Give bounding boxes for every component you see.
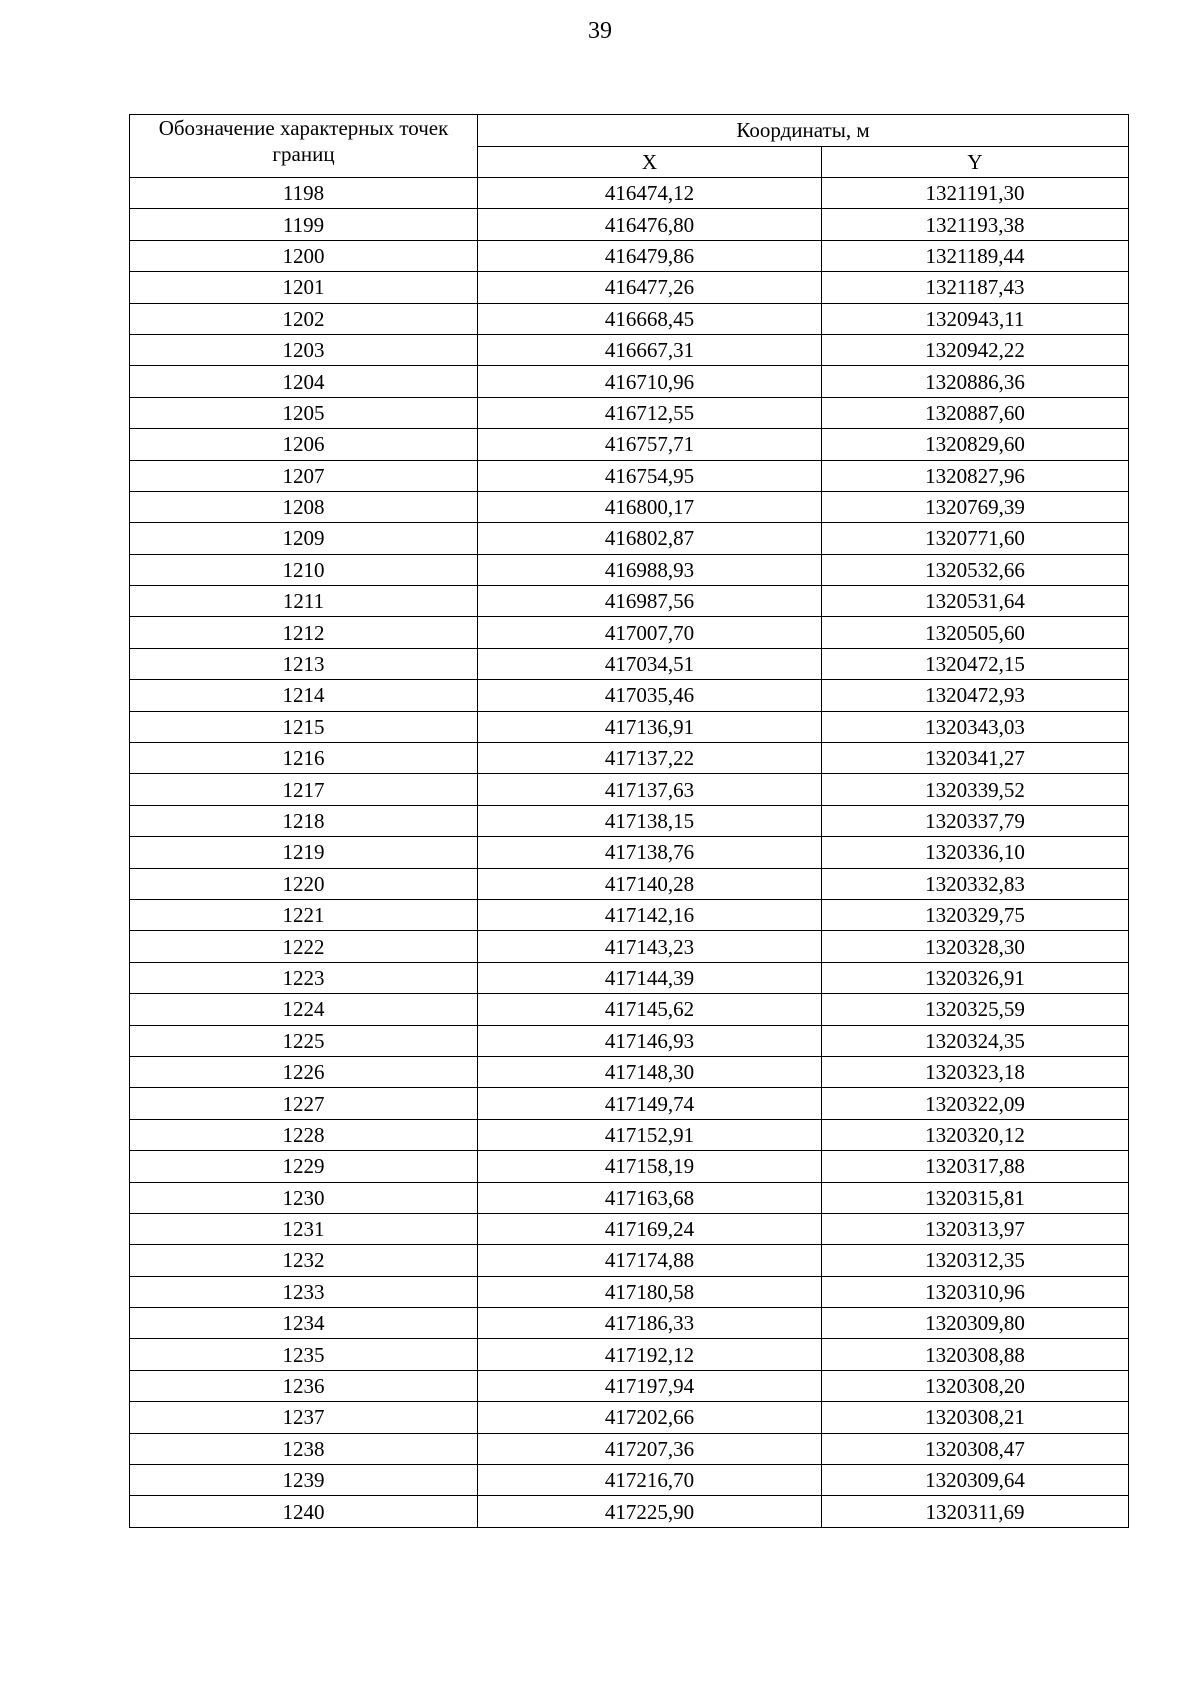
point-id-cell: 1218: [130, 805, 478, 836]
y-coordinate-cell: 1320827,96: [822, 460, 1129, 491]
y-coordinate-cell: 1320328,30: [822, 931, 1129, 962]
x-coordinate-cell: 417149,74: [478, 1088, 822, 1119]
x-coordinate-cell: 416757,71: [478, 429, 822, 460]
table-row: [130, 1088, 1129, 1119]
x-coordinate-cell: 417140,28: [478, 868, 822, 899]
table-row: [130, 1370, 1129, 1401]
y-coordinate-cell: 1320308,88: [822, 1339, 1129, 1370]
header-x: X: [478, 146, 822, 178]
point-id-cell: 1236: [130, 1370, 478, 1401]
table-row: [130, 617, 1129, 648]
table-row: [130, 931, 1129, 962]
y-coordinate-cell: 1320309,64: [822, 1465, 1129, 1496]
x-coordinate-cell: 417138,15: [478, 805, 822, 836]
y-coordinate-cell: 1321193,38: [822, 209, 1129, 240]
y-coordinate-cell: 1320326,91: [822, 962, 1129, 993]
x-coordinate-cell: 417035,46: [478, 680, 822, 711]
table-row: [130, 209, 1129, 240]
x-coordinate-cell: 416987,56: [478, 586, 822, 617]
x-coordinate-cell: 417137,63: [478, 774, 822, 805]
x-coordinate-cell: 417216,70: [478, 1465, 822, 1496]
point-id-cell: 1237: [130, 1402, 478, 1433]
point-id-cell: 1211: [130, 586, 478, 617]
table-row: [130, 491, 1129, 522]
y-coordinate-cell: 1321187,43: [822, 272, 1129, 303]
point-id-cell: 1209: [130, 523, 478, 554]
y-coordinate-cell: 1320472,93: [822, 680, 1129, 711]
x-coordinate-cell: 416477,26: [478, 272, 822, 303]
point-id-cell: 1225: [130, 1025, 478, 1056]
table-row: [130, 366, 1129, 397]
y-coordinate-cell: 1320942,22: [822, 334, 1129, 365]
y-coordinate-cell: 1320339,52: [822, 774, 1129, 805]
x-coordinate-cell: 416667,31: [478, 334, 822, 365]
point-id-cell: 1200: [130, 240, 478, 271]
point-id-cell: 1223: [130, 962, 478, 993]
x-coordinate-cell: 417142,16: [478, 899, 822, 930]
y-coordinate-cell: 1320311,69: [822, 1496, 1129, 1527]
table-row: [130, 397, 1129, 428]
y-coordinate-cell: 1320329,75: [822, 899, 1129, 930]
table-row: [130, 1276, 1129, 1307]
x-coordinate-cell: 417034,51: [478, 648, 822, 679]
x-coordinate-cell: 417148,30: [478, 1056, 822, 1087]
table-row: [130, 240, 1129, 271]
point-id-cell: 1215: [130, 711, 478, 742]
x-coordinate-cell: 417163,68: [478, 1182, 822, 1213]
table-row: [130, 743, 1129, 774]
table-row: [130, 1496, 1129, 1527]
header-coordinates: Координаты, м: [478, 115, 1129, 147]
y-coordinate-cell: 1320336,10: [822, 837, 1129, 868]
table-row: [130, 680, 1129, 711]
coordinates-table: [129, 114, 1129, 1528]
table-row: [130, 334, 1129, 365]
table-row: [130, 648, 1129, 679]
point-id-cell: 1203: [130, 334, 478, 365]
point-id-cell: 1205: [130, 397, 478, 428]
table-row: [130, 1245, 1129, 1276]
table-row: [130, 805, 1129, 836]
y-coordinate-cell: 1320505,60: [822, 617, 1129, 648]
y-coordinate-cell: 1320308,21: [822, 1402, 1129, 1433]
y-coordinate-cell: 1320531,64: [822, 586, 1129, 617]
y-coordinate-cell: 1320341,27: [822, 743, 1129, 774]
point-id-cell: 1235: [130, 1339, 478, 1370]
x-coordinate-cell: 417207,36: [478, 1433, 822, 1464]
point-id-cell: 1208: [130, 491, 478, 522]
table-row: [130, 272, 1129, 303]
x-coordinate-cell: 417144,39: [478, 962, 822, 993]
x-coordinate-cell: 417186,33: [478, 1308, 822, 1339]
y-coordinate-cell: 1320771,60: [822, 523, 1129, 554]
x-coordinate-cell: 417202,66: [478, 1402, 822, 1433]
point-id-cell: 1204: [130, 366, 478, 397]
point-id-cell: 1224: [130, 994, 478, 1025]
point-id-cell: 1238: [130, 1433, 478, 1464]
table-row: [130, 868, 1129, 899]
table-header-row: [130, 115, 1129, 147]
point-id-cell: 1234: [130, 1308, 478, 1339]
x-coordinate-cell: 416668,45: [478, 303, 822, 334]
point-id-cell: 1239: [130, 1465, 478, 1496]
y-coordinate-cell: 1320532,66: [822, 554, 1129, 585]
header-point-designation: Обозначение характерных точек границ: [130, 115, 478, 178]
x-coordinate-cell: 417197,94: [478, 1370, 822, 1401]
x-coordinate-cell: 416474,12: [478, 178, 822, 209]
x-coordinate-cell: 417146,93: [478, 1025, 822, 1056]
point-id-cell: 1227: [130, 1088, 478, 1119]
table-row: [130, 554, 1129, 585]
y-coordinate-cell: 1320308,20: [822, 1370, 1129, 1401]
y-coordinate-cell: 1320829,60: [822, 429, 1129, 460]
x-coordinate-cell: 416476,80: [478, 209, 822, 240]
point-id-cell: 1222: [130, 931, 478, 962]
point-id-cell: 1214: [130, 680, 478, 711]
point-id-cell: 1198: [130, 178, 478, 209]
table-row: [130, 1339, 1129, 1370]
point-id-cell: 1210: [130, 554, 478, 585]
page-number: 39: [588, 18, 612, 44]
x-coordinate-cell: 416754,95: [478, 460, 822, 491]
y-coordinate-cell: 1320309,80: [822, 1308, 1129, 1339]
x-coordinate-cell: 416479,86: [478, 240, 822, 271]
table-row: [130, 1433, 1129, 1464]
x-coordinate-cell: 417225,90: [478, 1496, 822, 1527]
x-coordinate-cell: 417192,12: [478, 1339, 822, 1370]
y-coordinate-cell: 1320332,83: [822, 868, 1129, 899]
table-row: [130, 1056, 1129, 1087]
x-coordinate-cell: 417143,23: [478, 931, 822, 962]
x-coordinate-cell: 417138,76: [478, 837, 822, 868]
x-coordinate-cell: 416710,96: [478, 366, 822, 397]
point-id-cell: 1230: [130, 1182, 478, 1213]
point-id-cell: 1199: [130, 209, 478, 240]
x-coordinate-cell: 417145,62: [478, 994, 822, 1025]
x-coordinate-cell: 417152,91: [478, 1119, 822, 1150]
point-id-cell: 1229: [130, 1151, 478, 1182]
table-row: [130, 460, 1129, 491]
x-coordinate-cell: 416988,93: [478, 554, 822, 585]
table-row: [130, 429, 1129, 460]
x-coordinate-cell: 417137,22: [478, 743, 822, 774]
y-coordinate-cell: 1320313,97: [822, 1213, 1129, 1244]
table-row: [130, 1402, 1129, 1433]
y-coordinate-cell: 1320887,60: [822, 397, 1129, 428]
point-id-cell: 1207: [130, 460, 478, 491]
y-coordinate-cell: 1320322,09: [822, 1088, 1129, 1119]
point-id-cell: 1202: [130, 303, 478, 334]
x-coordinate-cell: 417158,19: [478, 1151, 822, 1182]
point-id-cell: 1219: [130, 837, 478, 868]
y-coordinate-cell: 1320325,59: [822, 994, 1129, 1025]
point-id-cell: 1240: [130, 1496, 478, 1527]
x-coordinate-cell: 417174,88: [478, 1245, 822, 1276]
table-row: [130, 711, 1129, 742]
table-header: [130, 115, 1129, 178]
point-id-cell: 1217: [130, 774, 478, 805]
table-body: [130, 178, 1129, 1528]
table-row: [130, 1308, 1129, 1339]
point-id-cell: 1216: [130, 743, 478, 774]
point-id-cell: 1212: [130, 617, 478, 648]
y-coordinate-cell: 1320769,39: [822, 491, 1129, 522]
point-id-cell: 1232: [130, 1245, 478, 1276]
point-id-cell: 1228: [130, 1119, 478, 1150]
table-row: [130, 962, 1129, 993]
table-row: [130, 1182, 1129, 1213]
x-coordinate-cell: 417180,58: [478, 1276, 822, 1307]
point-id-cell: 1206: [130, 429, 478, 460]
y-coordinate-cell: 1320943,11: [822, 303, 1129, 334]
point-id-cell: 1226: [130, 1056, 478, 1087]
point-id-cell: 1220: [130, 868, 478, 899]
y-coordinate-cell: 1321191,30: [822, 178, 1129, 209]
table-row: [130, 178, 1129, 209]
table-row: [130, 1119, 1129, 1150]
x-coordinate-cell: 417007,70: [478, 617, 822, 648]
table-row: [130, 837, 1129, 868]
y-coordinate-cell: 1320323,18: [822, 1056, 1129, 1087]
y-coordinate-cell: 1320315,81: [822, 1182, 1129, 1213]
x-coordinate-cell: 416802,87: [478, 523, 822, 554]
table-row: [130, 774, 1129, 805]
y-coordinate-cell: 1320886,36: [822, 366, 1129, 397]
table-row: [130, 586, 1129, 617]
table-row: [130, 303, 1129, 334]
y-coordinate-cell: 1320310,96: [822, 1276, 1129, 1307]
table-row: [130, 523, 1129, 554]
table-row: [130, 1213, 1129, 1244]
table-row: [130, 899, 1129, 930]
y-coordinate-cell: 1320337,79: [822, 805, 1129, 836]
table-row: [130, 1151, 1129, 1182]
header-y: Y: [822, 146, 1129, 178]
point-id-cell: 1231: [130, 1213, 478, 1244]
x-coordinate-cell: 417169,24: [478, 1213, 822, 1244]
table-row: [130, 1025, 1129, 1056]
point-id-cell: 1233: [130, 1276, 478, 1307]
point-id-cell: 1201: [130, 272, 478, 303]
point-id-cell: 1221: [130, 899, 478, 930]
x-coordinate-cell: 416800,17: [478, 491, 822, 522]
table-row: [130, 994, 1129, 1025]
y-coordinate-cell: 1320472,15: [822, 648, 1129, 679]
y-coordinate-cell: 1320312,35: [822, 1245, 1129, 1276]
y-coordinate-cell: 1320317,88: [822, 1151, 1129, 1182]
point-id-cell: 1213: [130, 648, 478, 679]
table-row: [130, 1465, 1129, 1496]
y-coordinate-cell: 1321189,44: [822, 240, 1129, 271]
y-coordinate-cell: 1320320,12: [822, 1119, 1129, 1150]
x-coordinate-cell: 417136,91: [478, 711, 822, 742]
x-coordinate-cell: 416712,55: [478, 397, 822, 428]
y-coordinate-cell: 1320324,35: [822, 1025, 1129, 1056]
y-coordinate-cell: 1320308,47: [822, 1433, 1129, 1464]
y-coordinate-cell: 1320343,03: [822, 711, 1129, 742]
